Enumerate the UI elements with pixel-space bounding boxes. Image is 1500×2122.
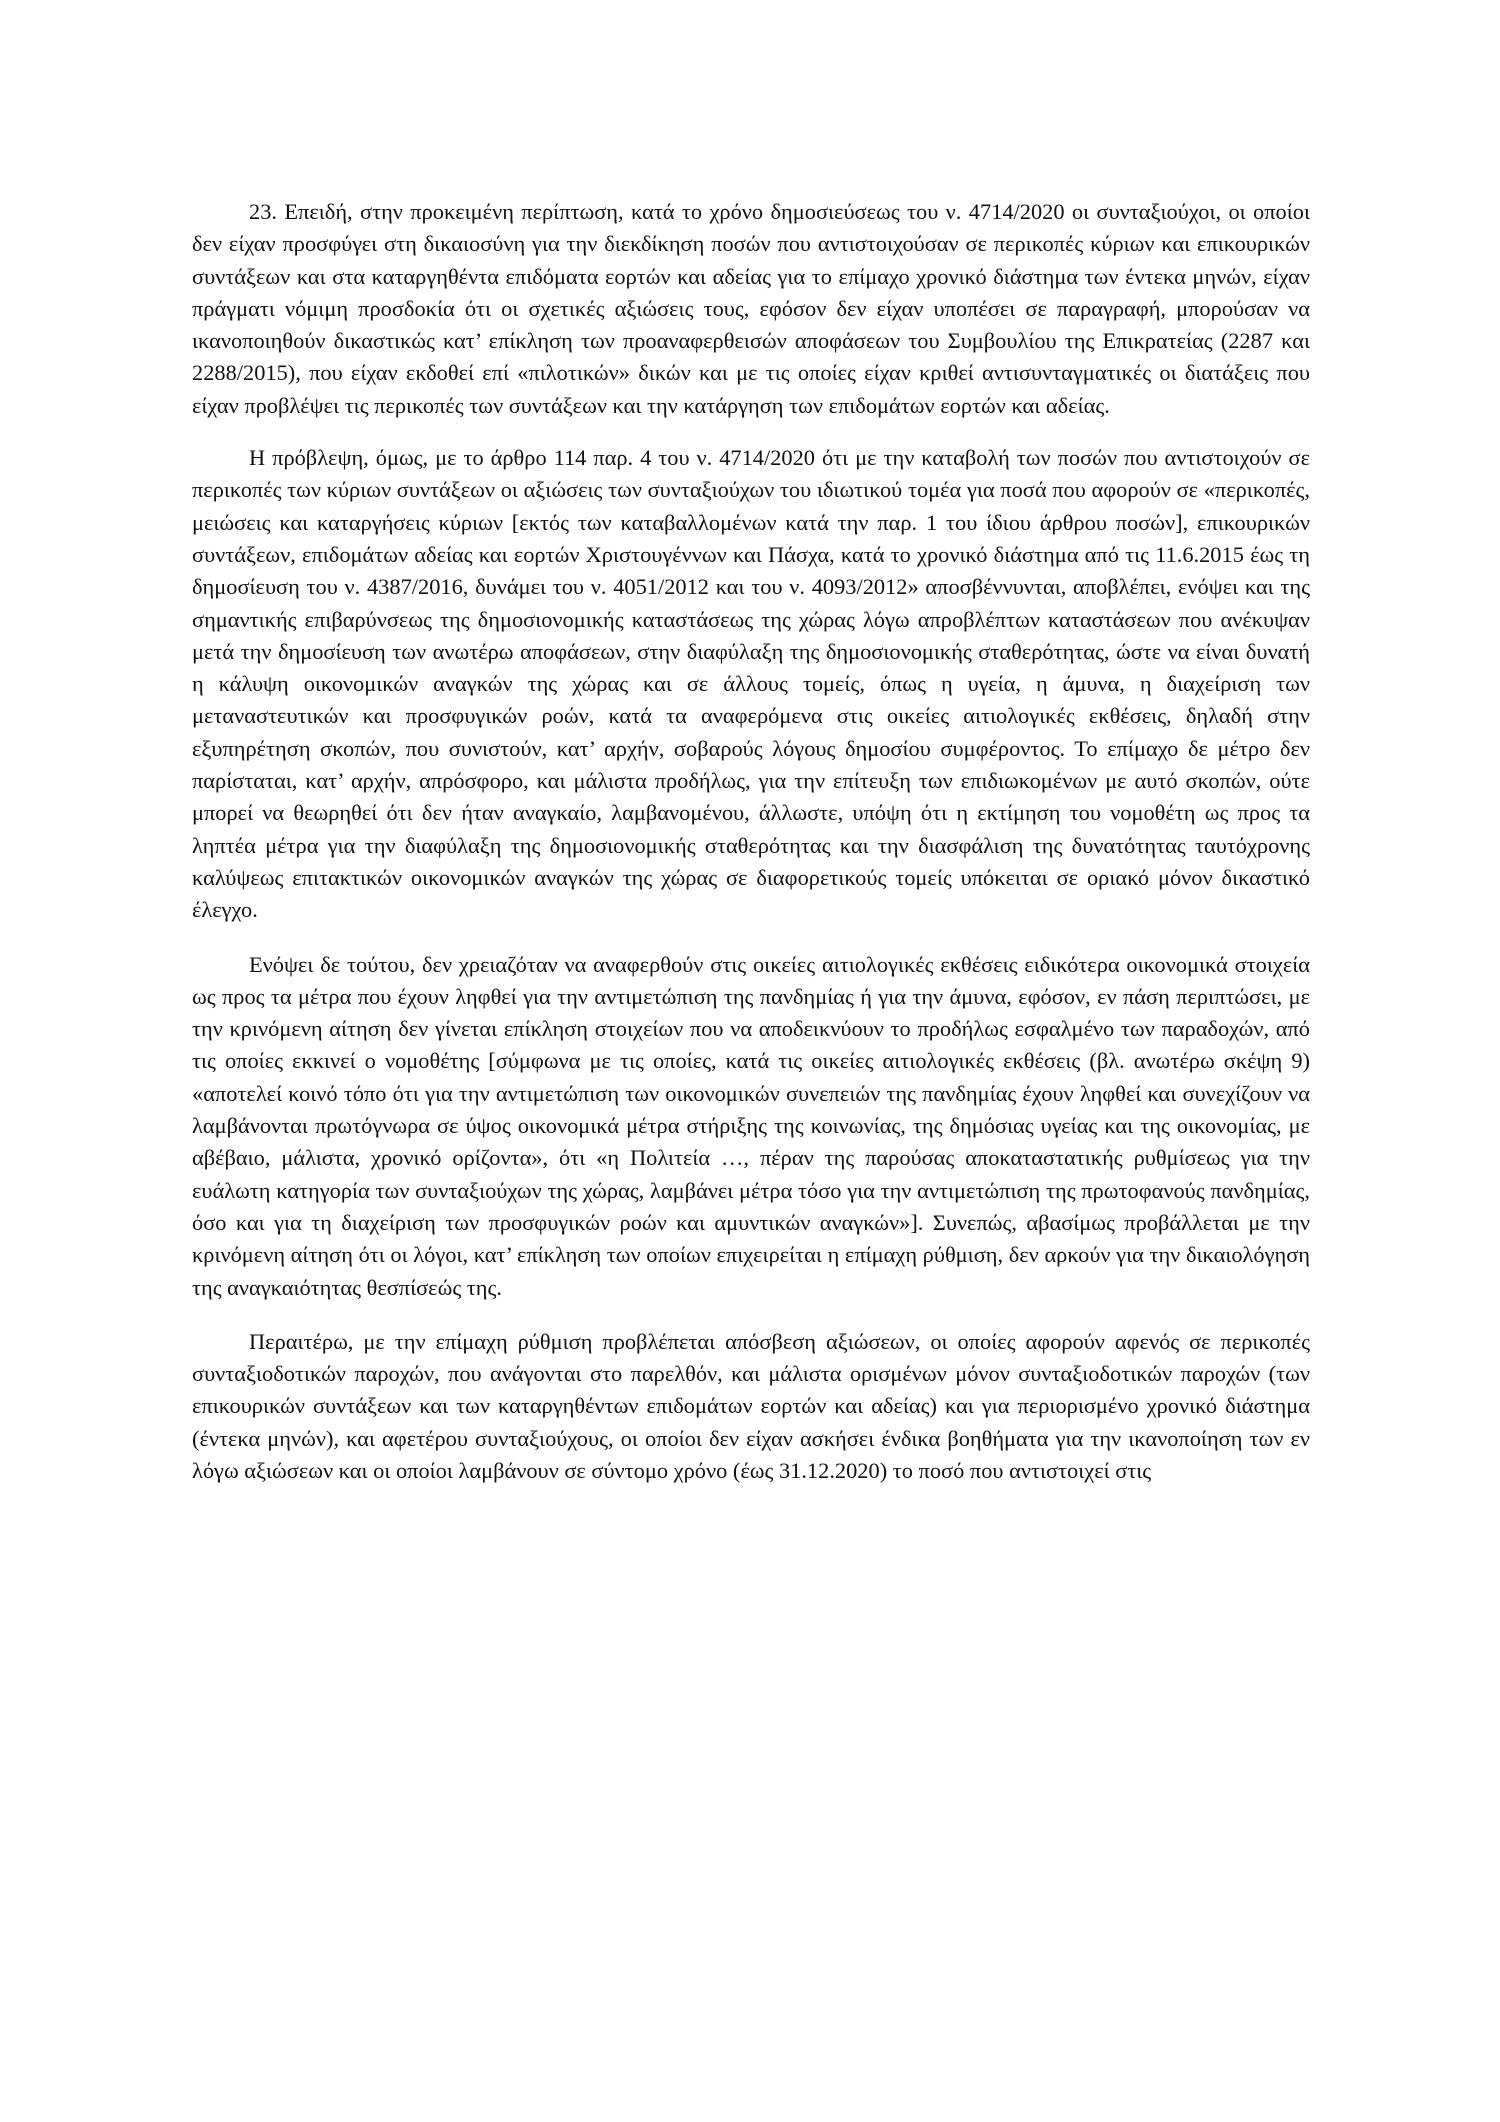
paragraph-claims-extinction: Περαιτέρω, με την επίμαχη ρύθμιση προβλέπεται απόσβεση αξιώσεων, οι οποίες αφορούν αφενός σε περικοπές συνταξιοδοτικών παροχών, που ανάγονται στο παρελθόν, και μάλιστα ορισμένων μόνον συνταξιοδοτικών παροχών (των επικουρικών συντάξεων και των καταργηθέντων επιδομάτων εορτών και αδείας) και για περιορισμένο χρονικό διάστημα (έντεκα μηνών), και αφετέρου συνταξιούχους, οι οποίοι δεν είχαν ασκήσει ένδικα βοηθήματα για την ικανοποίηση των εν λόγω αξιώσεων και οι οποίοι λαμβάνουν σε σύντομο χρόνο (έως 31.12.2020) το ποσό που αντιστοιχεί στις: [192, 1328, 1310, 1483]
document-page: [192, 196, 1310, 1505]
paragraph-proportionality: Η πρόβλεψη, όμως, με το άρθρο 114 παρ. 4 του ν. 4714/2020 ότι με την καταβολή των ποσών που αντιστοιχούν σε περικοπές των κύριων συντάξεων οι αξιώσεις των συνταξιούχων του ιδιωτικού τομέα για ποσά που αφορούν σε «περικοπές, μειώσεις και καταργήσεις κύριων [εκτός των καταβαλλομένων κατά την παρ. 1 του ίδιου άρθρου ποσών], επικουρικών συντάξεων, επιδομάτων αδείας και εορτών Χριστουγέννων και Πάσχα, κατά το χρονικό διάστημα από τις 11.6.2015 έως τη δημοσίευση του ν. 4387/2016, δυνάμει του ν. 4051/2012 και του ν. 4093/2012» αποσβέννυνται, αποβλέπει, ενόψει και της σημαντικής επιβαρύνσεως της δημοσιονομικής καταστάσεως της χώρας λόγω απροβλέπτων καταστάσεων που ανέκυψαν μετά την δημοσίευση των ανωτέρω αποφάσεων, στην διαφύλαξη της δημοσιονομικής σταθερότητας, ώστε να είναι δυνατή η κάλυψη οικονομικών αναγκών της χώρας και σε άλλους τομείς, όπως η υγεία, η άμυνα, η διαχείριση των μεταναστευτικών και προσφυγικών ροών, κατά τα αναφερόμενα στις οικείες αιτιολογικές εκθέσεις, δηλαδή στην εξυπηρέτηση σκοπών, που συνιστούν, κατ’ αρχήν, σοβαρούς λόγους δημοσίου συμφέροντος. Το επίμαχο δε μέτρο δεν παρίσταται, κατ’ αρχήν, απρόσφορο, και μάλιστα προδήλως, για την επίτευξη των επιδιωκομένων με αυτό σκοπών, ούτε μπορεί να θεωρηθεί ότι δεν ήταν αναγκαίο, λαμβανομένου, άλλωστε, υπόψη ότι η εκτίμηση του νομοθέτη ως προς τα ληπτέα μέτρα για την διαφύλαξη της δημοσιονομικής σταθερότητας και την διασφάλιση της δυνατότητας ταυτόχρονης καλύψεως επιτακτικών οικονομικών αναγκών της χώρας σε διαφορετικούς τομείς υπόκειται σε οριακό μόνον δικαστικό έλεγχο.: [192, 445, 1310, 923]
paragraph-23-intro: 23. Επειδή, στην προκειμένη περίπτωση, κατά το χρόνο δημοσιεύσεως του ν. 4714/2020 οι συνταξιούχοι, οι οποίοι δεν είχαν προσφύγει στη δικαιοσύνη για την διεκδίκηση ποσών που αντιστοιχούσαν σε περικοπές κύριων και επικουρικών συντάξεων και στα καταργηθέντα επιδόματα εορτών και αδείας για το επίμαχο χρονικό διάστημα των έντεκα μηνών, είχαν πράγματι νόμιμη προσδοκία ότι οι σχετικές αξιώσεις τους, εφόσον δεν είχαν υποπέσει σε παραγραφή, μπορούσαν να ικανοποιηθούν δικαστικώς κατ’ επίκληση των προαναφερθεισών αποφάσεων του Συμβουλίου της Επικρατείας (2287 και 2288/2015), που είχαν εκδοθεί επί «πιλοτικών» δικών και με τις οποίες είχαν κριθεί αντισυνταγματικές οι διατάξεις που είχαν προβλέψει τις περικοπές των συντάξεων και την κατάργηση των επιδομάτων εορτών και αδείας.: [192, 199, 1310, 418]
paragraph-explanatory-reports: Ενόψει δε τούτου, δεν χρειαζόταν να αναφερθούν στις οικείες αιτιολογικές εκθέσεις ειδικότερα οικονομικά στοιχεία ως προς τα μέτρα που έχουν ληφθεί για την αντιμετώπιση της πανδημίας ή για την άμυνα, εφόσον, εν πάση περιπτώσει, με την κρινόμενη αίτηση δεν γίνεται επίκληση στοιχείων που να αποδεικνύουν το προδήλως εσφαλμένο των παραδοχών, από τις οποίες εκκινεί ο νομοθέτης [σύμφωνα με τις οποίες, κατά τις οικείες αιτιολογικές εκθέσεις (βλ. ανωτέρω σκέψη 9) «αποτελεί κοινό τόπο ότι για την αντιμετώπιση των οικονομικών συνεπειών της πανδημίας έχουν ληφθεί και συνεχίζουν να λαμβάνονται πρωτόγνωρα σε ύψος οικονομικά μέτρα στήριξης της κοινωνίας, της δημόσιας υγείας και της οικονομίας, με αβέβαιο, μάλιστα, χρονικό ορίζοντα», ότι «η Πολιτεία …, πέραν της παρούσας αποκαταστατικής ρυθμίσεως για την ευάλωτη κατηγορία των συνταξιούχων της χώρας, λαμβάνει μέτρα τόσο για την αντιμετώπιση της πρωτοφανούς πανδημίας, όσο και για τη διαχείριση των προσφυγικών ροών και αμυντικών αναγκών»]. Συνεπώς, αβασίμως προβάλλεται με την κρινόμενη αίτηση ότι οι λόγοι, κατ’ επίκληση των οποίων επιχειρείται η επίμαχη ρύθμιση, δεν αρκούν για την δικαιολόγηση της αναγκαιότητας θεσπίσεώς της.: [192, 951, 1310, 1300]
